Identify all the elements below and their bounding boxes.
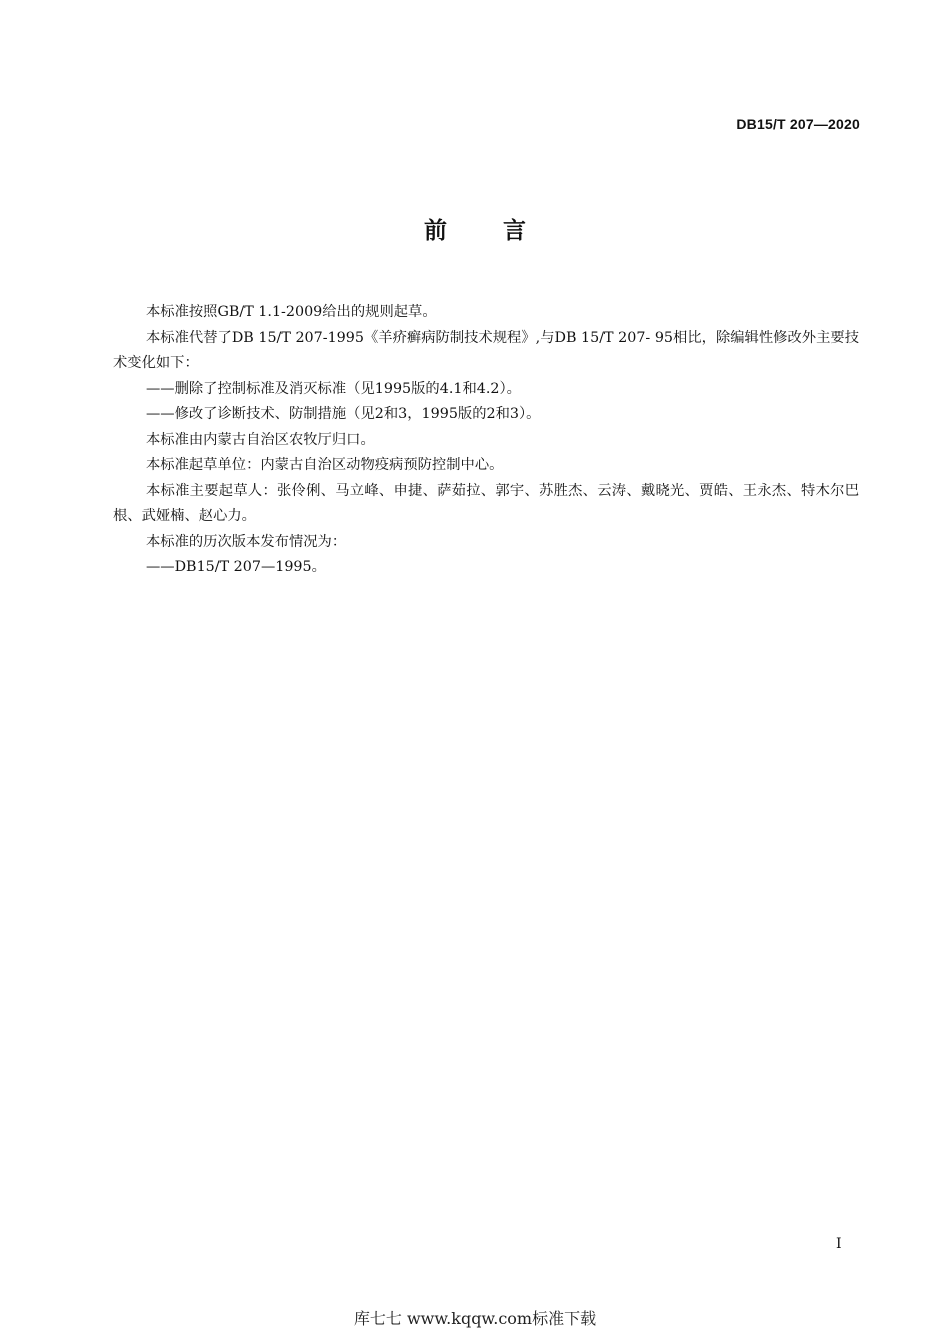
paragraph-history-item: ——DB15/T 207—1995。 (146, 559, 326, 575)
paragraph-replacement: 本标准代替了DB 15/T 207-1995《羊疥癣病防制技术规程》,与DB 15/T 207- 95相比，除编辑性修改外主要技术变化如下： (113, 329, 859, 371)
paragraph-responsible: 本标准由内蒙古自治区农牧厅归口。 (146, 431, 375, 448)
document-code: DB15/T 207—2020 (736, 116, 860, 132)
page-number: I (836, 1236, 842, 1252)
paragraph-change-1: ——删除了控制标准及消灭标准（见1995版的4.1和4.2）。 (146, 380, 521, 397)
paragraph-drafting-unit: 本标准起草单位：内蒙古自治区动物疫病预防控制中心。 (146, 457, 504, 473)
foreword-body (113, 300, 859, 581)
paragraph-drafting-rules: 本标准按照GB/T 1.1-2009给出的规则起草。 (146, 304, 437, 320)
paragraph-history-intro: 本标准的历次版本发布情况为： (146, 533, 347, 550)
footer-watermark: 库七七 www.kqqw.com标准下载 (353, 1309, 597, 1328)
paragraph-drafters: 本标准主要起草人：张伶俐、马立峰、申捷、萨茹拉、郭宇、苏胜杰、云涛、戴晓光、贾皓、王永杰、特木尔巴根、武娅楠、赵心力。 (113, 482, 859, 524)
page-title: 前言 (424, 218, 582, 244)
paragraph-change-2: ——修改了诊断技术、防制措施（见2和3，1995版的2和3）。 (146, 406, 541, 422)
